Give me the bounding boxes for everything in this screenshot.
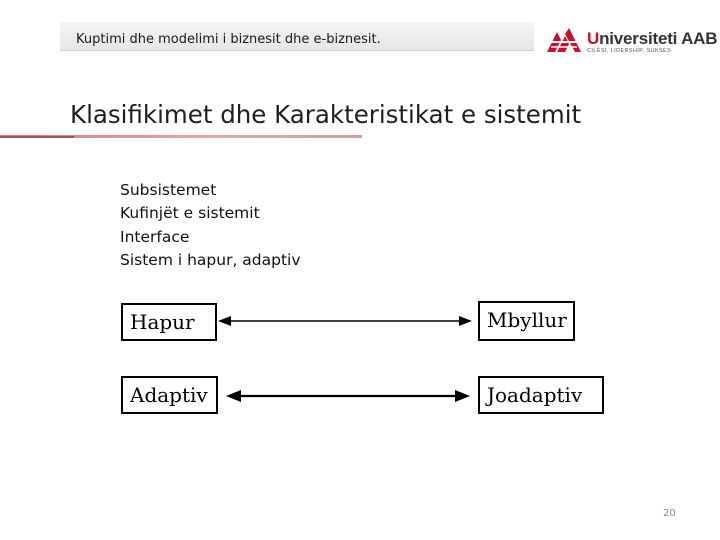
bullet-item: Sistem i hapur, adaptiv — [120, 250, 301, 269]
double-arrow-bottom — [226, 390, 470, 402]
double-arrow-top — [218, 316, 472, 326]
box-adaptiv: Adaptiv — [121, 376, 218, 414]
page-number: 20 — [663, 508, 676, 519]
logo-tagline: CILËSI, LIDERSHIP, SUKSES — [587, 48, 672, 54]
box-joadaptiv: Joadaptiv — [478, 376, 604, 414]
course-title: Kuptimi dhe modelimi i biznesit dhe e-biznesit. — [76, 32, 381, 47]
box-mbyllur: Mbyllur — [478, 301, 575, 341]
bullet-item: Interface — [120, 227, 190, 246]
bullet-item: Kufinjët e sistemit — [120, 204, 260, 223]
box-hapur: Hapur — [121, 303, 217, 341]
slide-title: Klasifikimet dhe Karakteristikat e sistemit — [70, 100, 582, 129]
logo-name: Universiteti AAB — [587, 29, 718, 48]
bullet-item: Subsistemet — [120, 181, 217, 199]
